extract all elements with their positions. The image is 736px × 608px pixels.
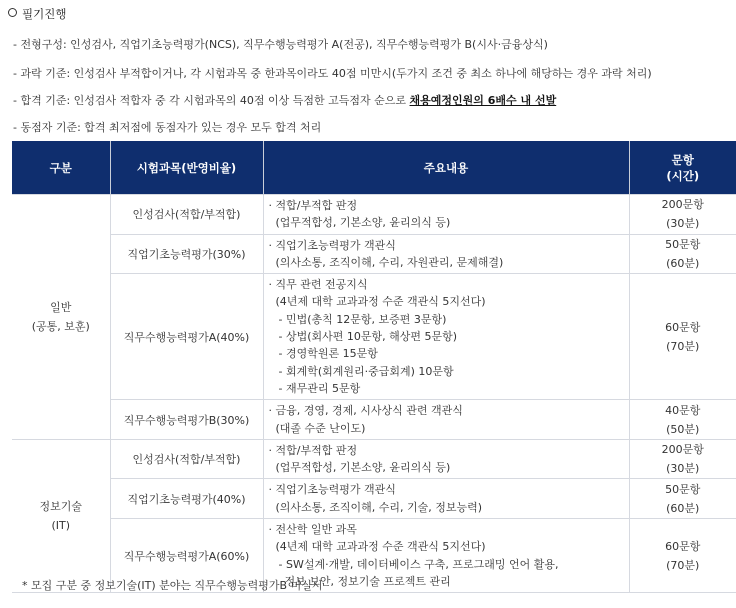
group-name: 일반 — [50, 300, 72, 314]
exam-time: (70분) — [666, 339, 700, 353]
count-cell — [629, 234, 736, 274]
content-line: · 적합/부적합 판정 — [268, 443, 358, 457]
exam-time: (30분) — [666, 462, 700, 476]
header-content: 주요내용 — [263, 141, 629, 195]
content-line: · 직업기초능력평가 객관식 — [268, 483, 396, 497]
question-count: 60문항 — [665, 320, 701, 334]
group-name: 정보기술 — [39, 500, 82, 514]
exam-time: (50분) — [666, 422, 700, 436]
count-cell — [629, 439, 736, 479]
pass-criteria-text: - 합격 기준: 인성검사 적합자 중 각 시험과목의 40점 이상 득점한 고득점자 순으로 — [13, 94, 410, 107]
content-line: (4년제 대학 교과과정 수준 객관식 5지선다) — [275, 295, 486, 309]
content-line: (업무적합성, 기본소양, 윤리의식 등) — [275, 461, 451, 475]
section-heading — [8, 6, 66, 22]
content-cell — [263, 439, 629, 479]
content-line: - 경영학원론 15문항 — [278, 347, 378, 361]
bullet-fail-criteria: - 과락 기준: 인성검사 부적합이거나, 각 시험과목 중 한과목이라도 40점 미만시(두가지 조건 중 최소 하나에 해당하는 경우 과락 처리) — [13, 67, 652, 80]
exam-time: (60분) — [666, 501, 700, 515]
question-count: 200문항 — [661, 198, 704, 212]
heading-text: 필기진행 — [22, 7, 67, 21]
header-time-label: (시간) — [666, 168, 700, 183]
exam-table — [12, 141, 736, 593]
table-row — [12, 400, 736, 440]
group-cell-general — [12, 195, 110, 440]
content-cell — [263, 274, 629, 400]
content-line: - SW설계·개발, 데이터베이스 구축, 프로그래밍 언어 활용, — [278, 557, 559, 571]
subject-cell: 직무수행능력평가A(40%) — [110, 274, 263, 400]
content-line: (4년제 대학 교과과정 수준 객관식 5지선다) — [275, 540, 486, 554]
header-subject: 시험과목(반영비율) — [110, 141, 263, 195]
content-line: · 직업기초능력평가 객관식 — [268, 238, 396, 252]
question-count: 40문항 — [665, 403, 701, 417]
content-line: (업무적합성, 기본소양, 윤리의식 등) — [275, 216, 451, 230]
subject-cell: 직업기초능력평가(40%) — [110, 479, 263, 519]
count-cell — [629, 274, 736, 400]
group-cell-it — [12, 439, 110, 592]
content-line: · 적합/부적합 판정 — [268, 199, 358, 212]
count-cell — [629, 400, 736, 440]
content-line: - 민법(총칙 12문항, 보증편 3문항) — [278, 312, 447, 326]
content-line: (의사소통, 조직이해, 수리, 기술, 정보능력) — [275, 500, 483, 514]
content-line: · 전산학 일반 과목 — [268, 523, 357, 537]
count-cell — [629, 519, 736, 593]
table-row — [12, 479, 736, 519]
table-row — [12, 195, 736, 235]
table-row — [12, 234, 736, 274]
group-sub: (IT) — [51, 519, 71, 533]
content-cell — [263, 479, 629, 519]
content-line: - 상법(회사편 10문항, 해상편 5문항) — [278, 330, 458, 344]
content-cell — [263, 234, 629, 274]
header-category: 구분 — [12, 141, 110, 195]
bullet-tie-criteria: - 동점자 기준: 합격 최저점에 동점자가 있는 경우 모두 합격 처리 — [13, 121, 322, 134]
table-row — [12, 274, 736, 400]
content-line: · 금융, 경영, 경제, 시사상식 관련 객관식 — [268, 404, 463, 418]
exam-time: (70분) — [666, 558, 700, 572]
content-line: 정보 보안, 정보기술 프로젝트 관리 — [284, 574, 451, 588]
content-cell — [263, 400, 629, 440]
circle-bullet-icon — [8, 8, 17, 17]
bullet-composition: - 전형구성: 인성검사, 직업기초능력평가(NCS), 직무수행능력평가 A(전공), 직무수행능력평가 B(시사·금융상식) — [13, 38, 548, 51]
content-line: - 재무관리 5문항 — [278, 381, 361, 395]
question-count: 60문항 — [665, 539, 701, 553]
table-header-row — [12, 141, 736, 195]
count-cell — [629, 479, 736, 519]
content-cell — [263, 195, 629, 235]
subject-cell: 직업기초능력평가(30%) — [110, 234, 263, 274]
subject-cell: 직무수행능력평가A(60%) — [110, 519, 263, 593]
subject-cell: 직무수행능력평가B(30%) — [110, 400, 263, 440]
content-line: (대졸 수준 난이도) — [275, 421, 366, 435]
table-row — [12, 439, 736, 479]
pass-criteria-emphasis: 채용예정인원의 6배수 내 선발 — [409, 94, 557, 107]
content-line: - 회계학(회계원리·중급회계) 10문항 — [278, 364, 454, 378]
bullet-pass-criteria — [13, 92, 556, 108]
content-line: · 직무 관련 전공지식 — [268, 278, 368, 292]
header-count — [629, 141, 736, 195]
question-count: 50문항 — [665, 237, 701, 251]
count-cell — [629, 195, 736, 235]
question-count: 200문항 — [661, 443, 704, 457]
footnote: * 모집 구분 중 정보기술(IT) 분야는 직무수행능력평가B 미실시 — [22, 579, 323, 592]
subject-cell: 인성검사(적합/부적합) — [110, 195, 263, 235]
subject-cell: 인성검사(적합/부적합) — [110, 439, 263, 479]
exam-time: (30분) — [666, 217, 700, 231]
content-line: (의사소통, 조직이해, 수리, 자원관리, 문제해결) — [275, 255, 504, 269]
group-sub: (공통, 보훈) — [31, 319, 90, 333]
exam-time: (60분) — [666, 256, 700, 270]
question-count: 50문항 — [665, 482, 701, 496]
header-count-label: 문항 — [671, 152, 694, 167]
